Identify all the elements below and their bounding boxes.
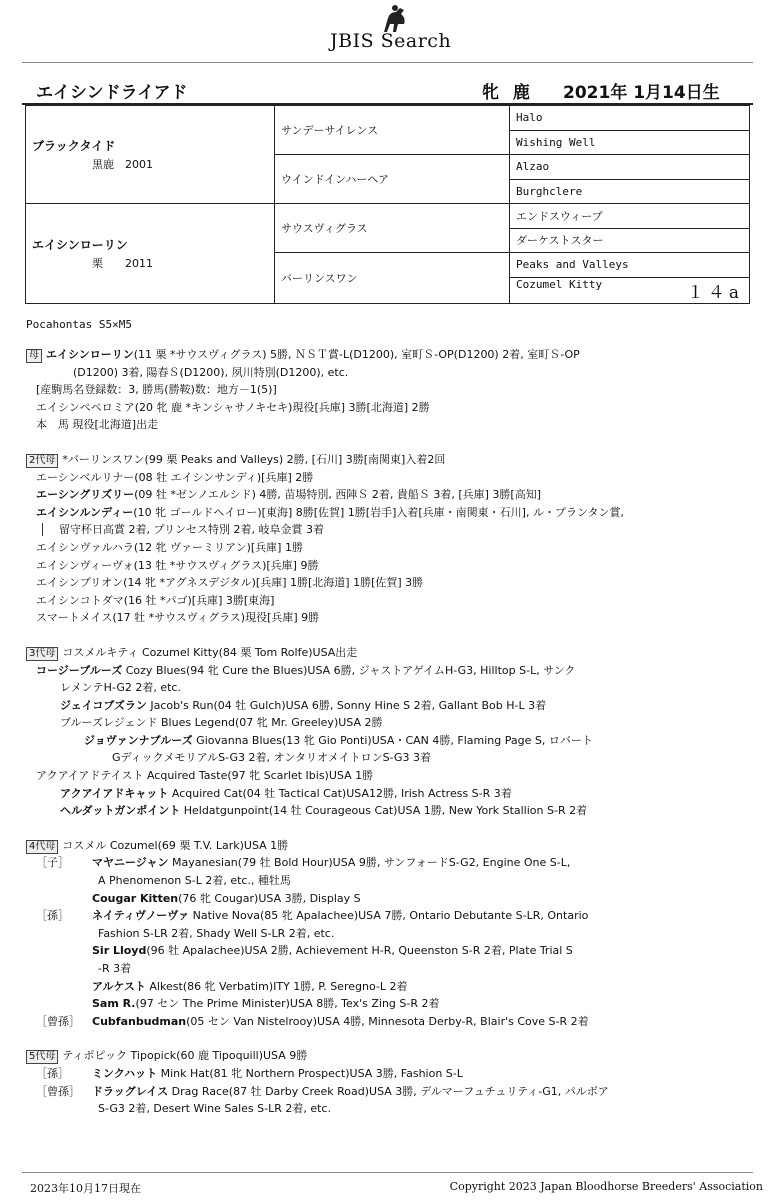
runner-name: ネイティヴノーヴァ: [92, 909, 190, 923]
runner-record: Acquired Cat(04 牡 Tactical Cat)USA12勝, Irish Actress S-R 3着: [168, 786, 512, 800]
gp-cell[interactable]: Halo: [510, 106, 750, 131]
sire-info: 黒鹿 2001: [92, 158, 153, 171]
runner-record: Mink Hat(81 牝 Northern Prospect)USA 3勝, Fashion S-L: [157, 1066, 463, 1080]
runner-name: ミンクハット: [92, 1066, 158, 1080]
progeny-line: エイシンヴィーヴォ(13 牡 *サウスヴィグラス)[兵庫] 9勝: [36, 558, 319, 572]
runner-record: (76 牝 Cougar)USA 3勝, Display S: [178, 891, 361, 905]
runner-record: (10 牝 ゴールドヘイロー)[東海] 8勝[佐賀] 1勝[岩手]入着[兵庫・南関東・石川], ル・プランタン賞,: [133, 505, 625, 519]
runner-record: ティポピック Tipopick(60 鹿 Tipoquill)USA 9勝: [62, 1049, 308, 1063]
progeny-line: エイシンブリオン(14 牝 *アグネスデジタル)[兵庫] 1勝[北海道] 1勝[佐賀] 3勝: [36, 576, 424, 590]
inbreeding-note: Pocahontas S5×M5: [26, 318, 132, 331]
runner-name: Sam R.: [92, 997, 136, 1011]
runner-record: コスメル Cozumel(69 栗 T.V. Lark)USA 1勝: [62, 838, 289, 852]
record-continuation: 留守杯日高賞 2着, プリンセス特別 2着, 岐阜金賞 3着: [42, 523, 324, 536]
progeny-line: エイシンペペロミア(20 牝 鹿 *キンシャサノキセキ)現役[兵庫] 3勝[北海道] 2勝: [36, 400, 430, 414]
sire-dam[interactable]: ウインドインハーヘア: [275, 155, 510, 204]
runner-name: エーシングリズリー: [36, 488, 135, 502]
runner-name: Sir Lloyd: [92, 944, 147, 958]
relation-label: ［子］: [36, 856, 69, 870]
family-number: １４a: [686, 282, 743, 303]
pedigree-table: [25, 105, 750, 304]
record-continuation: S-G3 2着, Desert Wine Sales S-LR 2着, etc.: [98, 1102, 331, 1116]
runner-record: Jacob's Run(04 牡 Gulch)USA 6勝, Sonny Hine S 2着, Gallant Bob H-L 3着: [146, 698, 547, 712]
runner-record: (09 牡 *ゼンノエルシド) 4勝, 苗場特別, 西陣Ｓ 2着, 貴船Ｓ 3着, [兵庫] 3勝[高知]: [134, 488, 542, 502]
runner-record: *バーリンスワン(99 栗 Peaks and Valleys) 2勝, [石川] 3勝[南関東]入着2回: [62, 452, 446, 466]
record-continuation: Fashion S-LR 2着, Shady Well S-LR 2着, etc.: [98, 926, 335, 940]
footer-divider: [22, 1172, 753, 1173]
dam-dam[interactable]: バーリンスワン: [275, 253, 510, 304]
runner-record: Cozy Blues(94 牝 Cure the Blues)USA 6勝, ジャストアゲイムH-G3, Hilltop S-L, サンク: [122, 663, 576, 677]
runner-name: コージーブルーズ: [36, 663, 123, 677]
dam-name: エイシンローリン: [32, 237, 128, 252]
runner-name: ジョヴァンナブルーズ: [84, 733, 193, 747]
section-tag: 2代母: [26, 454, 58, 468]
gp-cell[interactable]: エンドスウィープ: [510, 204, 750, 229]
progeny-line: エーシンベルリナー(08 牡 エイシンサンディ)[兵庫] 2勝: [36, 470, 314, 484]
relation-label: ［孫］: [36, 1066, 69, 1080]
dam-sire[interactable]: サウスヴィグラス: [275, 204, 510, 253]
as-of-date: 2023年10月17日現在: [30, 1182, 141, 1195]
second-dam-section: [26, 451, 756, 627]
runner-name: ヘルダットガンポイント: [60, 804, 181, 818]
relation-label: ［孫］: [36, 909, 69, 923]
runner-record: (97 セン The Prime Minister)USA 8勝, Tex's Zing S-R 2着: [135, 997, 440, 1011]
runner-name: マヤニージャン: [92, 856, 169, 870]
dam-info: 栗 2011: [92, 256, 153, 270]
gp-cell[interactable]: Peaks and Valleys: [510, 253, 750, 278]
section-tag: 4代母: [26, 840, 58, 854]
record-continuation: (D1200) 3着, 陽春Ｓ(D1200), 夙川特別(D1200), etc.: [73, 365, 349, 379]
fourth-dam-section: [26, 837, 756, 1031]
progeny-stats: [産駒馬名登録数：3, 勝馬(勝鞍)数：地方－1(5)]: [36, 383, 277, 397]
horse-birthdate: 2021年 1月14日生: [563, 83, 720, 103]
runner-name: ジェイコブズラン: [60, 698, 147, 712]
runner-name: アルケスト: [92, 979, 146, 993]
gp-cell-last[interactable]: [510, 277, 750, 303]
horse-sex-color: 牝 鹿: [482, 83, 534, 103]
progeny-line: エイシンヴァルハラ(12 牝 ヴァーミリアン)[兵庫] 1勝: [36, 540, 303, 554]
jbis-logo[interactable]: [330, 4, 460, 54]
horse-name: エイシンドライアド: [36, 83, 188, 103]
gp-cell[interactable]: Burghclere: [510, 179, 750, 204]
runner-name: エイシンルンディー: [36, 505, 134, 519]
progeny-line: ブルーズレジェンド Blues Legend(07 牝 Mr. Greeley)USA 2勝: [60, 716, 383, 730]
progeny-line: スマートメイス(17 牡 *サウスヴィグラス)現役[兵庫] 9勝: [36, 611, 320, 625]
family-sections: [26, 346, 756, 1118]
dam-section: [26, 346, 756, 434]
runner-record: (05 セン Van Nistelrooy)USA 4勝, Minnesota Derby-R, Blair's Cove S-R 2着: [186, 1014, 589, 1028]
dam-cell[interactable]: [26, 204, 275, 304]
record-continuation: -R 3着: [98, 962, 132, 975]
runner-name: ドラッグレイス: [92, 1084, 169, 1098]
sire-cell[interactable]: [26, 106, 275, 204]
record-continuation: レメンテH-G2 2着, etc.: [60, 681, 181, 695]
sire-name: ブラックタイド: [32, 139, 116, 153]
runner-name: アクアイアドキャット: [60, 786, 169, 800]
runner-name: エイシンローリン: [46, 348, 134, 361]
third-dam-section: [26, 644, 756, 820]
runner-record: Drag Race(87 牡 Darby Creek Road)USA 3勝, デルマーフュチュリティ-G1, パルボア: [168, 1084, 609, 1098]
fifth-dam-section: [26, 1047, 756, 1117]
relation-label: ［曾孫］: [36, 1084, 80, 1098]
runner-record: Giovanna Blues(13 牝 Gio Ponti)USA・CAN 4勝, Flaming Page S, ロバート: [192, 733, 593, 747]
record-continuation: A Phenomenon S-L 2着, etc., 種牡馬: [98, 874, 291, 888]
record-continuation: GディックメモリアルS-G3 2着, オンタリオメイトロンS-G3 3着: [112, 751, 431, 765]
section-tag: 5代母: [26, 1050, 58, 1064]
progeny-line: エイシンコトダマ(16 牡 *パゴ)[兵庫] 3勝[東海]: [36, 593, 275, 607]
header-divider: [22, 62, 753, 63]
runner-name: Cougar Kitten: [92, 891, 179, 905]
gp-cell[interactable]: ダーケストスター: [510, 228, 750, 253]
runner-name: Cubfanbudman: [92, 1014, 187, 1028]
section-tag: 母: [26, 349, 42, 363]
gp-cell[interactable]: Alzao: [510, 155, 750, 180]
progeny-line: アクアイアドテイスト Acquired Taste(97 牝 Scarlet Ibis)USA 1勝: [36, 769, 374, 783]
copyright: Copyright 2023 Japan Bloodhorse Breeders' Association: [449, 1180, 763, 1193]
progeny-line: 本 馬 現役[北海道]出走: [36, 418, 159, 432]
runner-record: Native Nova(85 牝 Apalachee)USA 7勝, Ontario Debutante S-LR, Ontario: [189, 909, 589, 923]
section-tag: 3代母: [26, 647, 58, 661]
gp-name: Cozumel Kitty: [516, 277, 603, 291]
relation-label: ［曾孫］: [36, 1014, 80, 1028]
runner-record: (11 栗 *サウスヴィグラス) 5勝, ＮＳＴ賞-L(D1200), 室町Ｓ-OP(D1200) 2着, 室町Ｓ-OP: [133, 348, 580, 361]
runner-record: Mayanesian(79 牡 Bold Hour)USA 9勝, サンフォードS-G2, Engine One S-L,: [168, 856, 571, 870]
runner-record: (96 牡 Apalachee)USA 2勝, Achievement H-R, Queenston S-R 2着, Plate Trial S: [146, 944, 573, 958]
gp-cell[interactable]: Wishing Well: [510, 130, 750, 155]
runner-record: コスメルキティ Cozumel Kitty(84 栗 Tom Rolfe)USA出走: [62, 645, 358, 659]
runner-record: Alkest(86 牝 Verbatim)ITY 1勝, P. Seregno-L 2着: [145, 979, 408, 993]
logo-text: JBIS Search: [330, 30, 452, 52]
sire-sire[interactable]: サンデーサイレンス: [275, 106, 510, 155]
runner-record: Heldatgunpoint(14 牡 Courageous Cat)USA 1勝, New York Stallion S-R 2着: [180, 804, 588, 818]
